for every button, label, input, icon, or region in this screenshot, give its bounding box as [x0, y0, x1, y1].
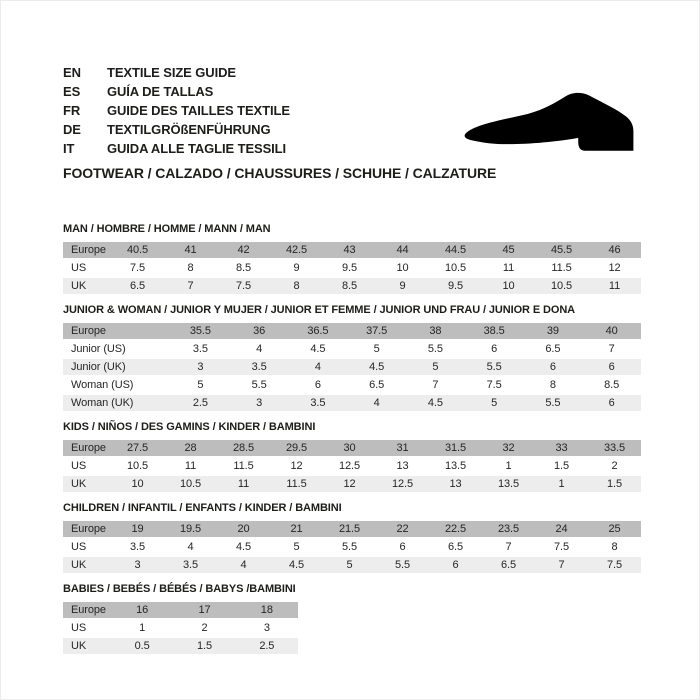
size-header-row	[63, 521, 641, 537]
size-cell: 3.5	[111, 539, 164, 555]
language-label: GUIDA ALLE TAGLIE TESSILI	[107, 141, 287, 156]
size-cell: 1	[535, 476, 588, 492]
size-row	[63, 458, 641, 474]
size-cell: 4.5	[270, 557, 323, 573]
row-label: UK	[63, 638, 111, 654]
size-cell: 4	[289, 359, 348, 375]
language-code: IT	[63, 141, 75, 156]
size-cell: 32	[482, 440, 535, 456]
language-label: GUÍA DE TALLAS	[107, 84, 214, 99]
size-cell: 10.5	[164, 476, 217, 492]
size-cell: 42	[217, 242, 270, 258]
size-cell: 31.5	[429, 440, 482, 456]
language-code: DE	[63, 122, 81, 137]
size-cell: 21.5	[323, 521, 376, 537]
shoe-icon	[453, 79, 639, 171]
size-cell: 19.5	[164, 521, 217, 537]
size-cell: 31	[376, 440, 429, 456]
size-cell: 1.5	[588, 476, 641, 492]
size-cell: 37.5	[347, 323, 406, 339]
size-cell: 36	[230, 323, 289, 339]
size-cell: 4.5	[217, 539, 270, 555]
size-table-man	[63, 240, 641, 296]
size-cell: 24	[535, 521, 588, 537]
size-cell: 4.5	[406, 395, 465, 411]
size-cell: 12	[270, 458, 323, 474]
size-cell: 4	[164, 539, 217, 555]
size-cell: 4	[230, 341, 289, 357]
row-label: Woman (UK)	[63, 395, 171, 411]
size-cell: 6	[429, 557, 482, 573]
size-cell: 12	[323, 476, 376, 492]
size-cell: 9	[270, 260, 323, 276]
size-cell: 10.5	[429, 260, 482, 276]
size-cell: 3	[236, 620, 298, 636]
row-label: UK	[63, 278, 111, 294]
size-cell: 13	[429, 476, 482, 492]
size-cell: 3	[111, 557, 164, 573]
section-man	[63, 223, 641, 296]
size-cell: 8	[588, 539, 641, 555]
size-cell: 22	[376, 521, 429, 537]
size-table-kids	[63, 438, 641, 494]
size-cell: 9	[376, 278, 429, 294]
language-code: EN	[63, 65, 81, 80]
size-cell: 13	[376, 458, 429, 474]
size-cell: 11.5	[217, 458, 270, 474]
size-table-babies	[63, 600, 641, 656]
size-cell: 36.5	[289, 323, 348, 339]
size-cell: 5	[406, 359, 465, 375]
size-cell: 5	[270, 539, 323, 555]
size-cell: 10	[482, 278, 535, 294]
size-cell: 8.5	[323, 278, 376, 294]
size-cell: 5.5	[323, 539, 376, 555]
size-row	[63, 620, 298, 636]
size-cell: 4.5	[347, 359, 406, 375]
size-cell: 11	[164, 458, 217, 474]
size-cell: 11	[482, 260, 535, 276]
size-cell: 38	[406, 323, 465, 339]
size-cell: 2.5	[236, 638, 298, 654]
row-label: Woman (US)	[63, 377, 171, 393]
size-cell: 18	[236, 602, 298, 618]
row-label: US	[63, 620, 111, 636]
size-cell: 7	[482, 539, 535, 555]
size-cell: 5.5	[524, 395, 583, 411]
size-cell: 10	[376, 260, 429, 276]
language-code: FR	[63, 103, 81, 118]
size-cell: 6.5	[111, 278, 164, 294]
row-label: Europe	[63, 242, 111, 258]
size-cell: 6	[524, 359, 583, 375]
size-cell: 7	[164, 278, 217, 294]
size-cell: 7.5	[111, 260, 164, 276]
section-title-man: MAN / HOMBRE / HOMME / MANN / MAN	[63, 223, 271, 235]
size-cell: 33	[535, 440, 588, 456]
size-cell: 44.5	[429, 242, 482, 258]
size-cell: 5.5	[465, 359, 524, 375]
row-label: US	[63, 260, 111, 276]
size-cell: 10	[111, 476, 164, 492]
size-cell: 7	[406, 377, 465, 393]
section-title-babies: BABIES / BEBÉS / BÉBÉS / BABYS /BAMBINI	[63, 583, 296, 595]
size-cell: 11.5	[270, 476, 323, 492]
section-title-kids: KIDS / NIÑOS / DES GAMINS / KINDER / BAMBINI	[63, 421, 316, 433]
size-cell: 3.5	[171, 341, 230, 357]
size-cell: 5.5	[230, 377, 289, 393]
size-cell: 38.5	[465, 323, 524, 339]
size-header-row	[63, 323, 641, 339]
section-title-junior-woman: JUNIOR & WOMAN / JUNIOR Y MUJER / JUNIOR ET FEMME / JUNIOR UND FRAU / JUNIOR E DONA	[63, 304, 576, 316]
size-row	[63, 638, 298, 654]
row-label: Europe	[63, 602, 111, 618]
size-cell: 17	[173, 602, 235, 618]
size-cell: 13.5	[482, 476, 535, 492]
size-cell: 1.5	[173, 638, 235, 654]
size-cell: 44	[376, 242, 429, 258]
row-label: US	[63, 458, 111, 474]
size-cell: 42.5	[270, 242, 323, 258]
size-cell: 2	[173, 620, 235, 636]
size-cell: 5	[323, 557, 376, 573]
size-cell: 21	[270, 521, 323, 537]
size-cell: 28	[164, 440, 217, 456]
size-header-row	[63, 440, 641, 456]
section-junior-woman	[63, 304, 641, 413]
size-cell: 7	[582, 341, 641, 357]
size-cell: 7.5	[217, 278, 270, 294]
section-children	[63, 502, 641, 575]
size-row	[63, 260, 641, 276]
size-cell: 40	[582, 323, 641, 339]
size-cell: 3.5	[164, 557, 217, 573]
size-cell: 9.5	[323, 260, 376, 276]
size-cell: 3	[230, 395, 289, 411]
size-cell: 16	[111, 602, 173, 618]
size-cell: 6.5	[347, 377, 406, 393]
size-cell: 0.5	[111, 638, 173, 654]
section-babies	[63, 583, 641, 656]
size-cell: 22.5	[429, 521, 482, 537]
size-cell: 11	[588, 278, 641, 294]
size-cell: 6	[465, 341, 524, 357]
size-row	[63, 557, 641, 573]
size-row	[63, 395, 641, 411]
size-cell: 4.5	[289, 341, 348, 357]
row-label: UK	[63, 476, 111, 492]
size-cell: 1	[482, 458, 535, 474]
size-header-row	[63, 242, 641, 258]
size-cell: 11.5	[535, 260, 588, 276]
size-cell: 3.5	[230, 359, 289, 375]
size-cell: 41	[164, 242, 217, 258]
size-cell: 45.5	[535, 242, 588, 258]
language-label: GUIDE DES TAILLES TEXTILE	[107, 103, 290, 118]
size-cell: 12.5	[376, 476, 429, 492]
size-cell: 39	[524, 323, 583, 339]
size-cell: 8.5	[217, 260, 270, 276]
size-cell: 45	[482, 242, 535, 258]
size-header-row	[63, 602, 298, 618]
size-cell: 5	[347, 341, 406, 357]
size-cell: 35.5	[171, 323, 230, 339]
size-cell: 28.5	[217, 440, 270, 456]
size-cell: 4	[347, 395, 406, 411]
size-cell: 6	[376, 539, 429, 555]
size-row	[63, 476, 641, 492]
size-cell: 5.5	[406, 341, 465, 357]
size-cell: 8	[270, 278, 323, 294]
row-label: Europe	[63, 521, 111, 537]
size-table-children	[63, 519, 641, 575]
size-row	[63, 278, 641, 294]
size-cell: 4	[217, 557, 270, 573]
size-cell: 10.5	[535, 278, 588, 294]
size-cell: 29.5	[270, 440, 323, 456]
size-cell: 2	[588, 458, 641, 474]
size-cell: 11	[217, 476, 270, 492]
size-cell: 3.5	[289, 395, 348, 411]
size-row	[63, 539, 641, 555]
size-cell: 27.5	[111, 440, 164, 456]
size-cell: 19	[111, 521, 164, 537]
row-label: Europe	[63, 440, 111, 456]
size-cell: 12.5	[323, 458, 376, 474]
size-cell: 8.5	[582, 377, 641, 393]
size-cell: 6.5	[524, 341, 583, 357]
row-label: US	[63, 539, 111, 555]
row-label: Europe	[63, 323, 171, 339]
row-label: Junior (UK)	[63, 359, 171, 375]
size-cell: 6	[582, 359, 641, 375]
size-cell: 13.5	[429, 458, 482, 474]
size-cell: 6	[582, 395, 641, 411]
language-code: ES	[63, 84, 81, 99]
size-cell: 33.5	[588, 440, 641, 456]
size-cell: 30	[323, 440, 376, 456]
size-cell: 1	[111, 620, 173, 636]
section-kids	[63, 421, 641, 494]
size-cell: 1.5	[535, 458, 588, 474]
size-cell: 20	[217, 521, 270, 537]
size-cell: 8	[524, 377, 583, 393]
size-cell: 5	[465, 395, 524, 411]
size-row	[63, 341, 641, 357]
size-cell: 5.5	[376, 557, 429, 573]
language-label: TEXTILE SIZE GUIDE	[107, 65, 236, 80]
size-cell: 7.5	[465, 377, 524, 393]
size-cell: 46	[588, 242, 641, 258]
size-cell: 6	[289, 377, 348, 393]
size-cell: 25	[588, 521, 641, 537]
language-label: TEXTILGRÖßENFÜHRUNG	[107, 122, 271, 137]
size-row	[63, 377, 641, 393]
size-cell: 6.5	[429, 539, 482, 555]
row-label: Junior (US)	[63, 341, 171, 357]
size-cell: 40.5	[111, 242, 164, 258]
size-cell: 7	[535, 557, 588, 573]
category-line: FOOTWEAR / CALZADO / CHAUSSURES / SCHUHE / CALZATURE	[63, 165, 497, 181]
size-cell: 12	[588, 260, 641, 276]
size-row	[63, 359, 641, 375]
size-cell: 43	[323, 242, 376, 258]
size-cell: 3	[171, 359, 230, 375]
size-cell: 8	[164, 260, 217, 276]
size-table-junior-woman	[63, 321, 641, 413]
size-cell: 2.5	[171, 395, 230, 411]
section-title-children: CHILDREN / INFANTIL / ENFANTS / KINDER / BAMBINI	[63, 502, 342, 514]
size-cell: 9.5	[429, 278, 482, 294]
size-cell: 23.5	[482, 521, 535, 537]
size-cell: 6.5	[482, 557, 535, 573]
size-cell: 10.5	[111, 458, 164, 474]
size-cell: 5	[171, 377, 230, 393]
size-cell: 7.5	[535, 539, 588, 555]
size-cell: 7.5	[588, 557, 641, 573]
row-label: UK	[63, 557, 111, 573]
